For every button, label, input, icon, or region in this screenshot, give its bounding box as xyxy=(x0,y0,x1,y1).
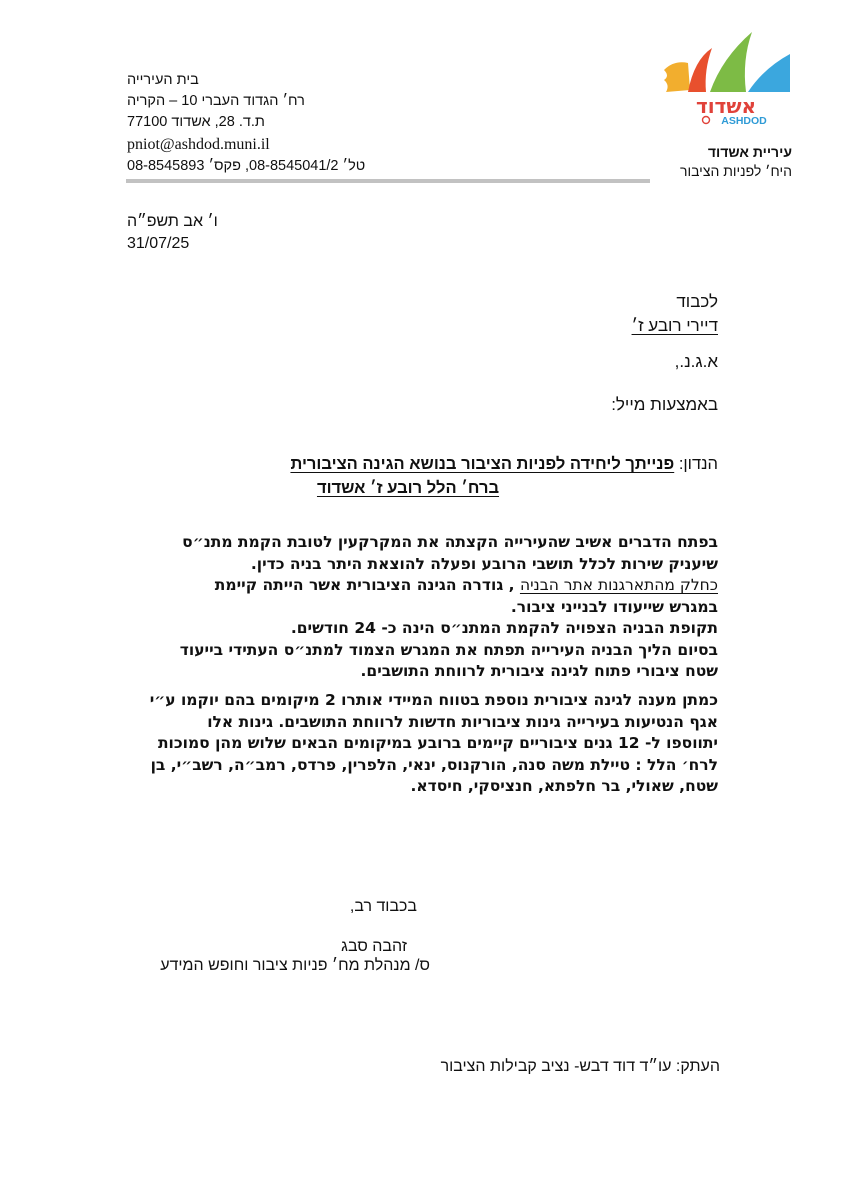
delivery-method: באמצעות מייל: xyxy=(611,395,718,414)
org-name: עיריית אשדוד xyxy=(707,144,792,160)
subject-line-2: ברח׳ הלל רובע ז׳ אשדוד xyxy=(316,479,500,497)
body-line: שיעניק שירות לכלל תושבי הרובע ופעלה להוצאת היתר בניה כדין. xyxy=(250,554,718,573)
subject-label: הנדון: xyxy=(678,455,718,473)
closing-regards: בכבוד רב, xyxy=(349,898,417,915)
body-line: שטח, שאולי, בר חלפתא, חנציסקי, חיסדא. xyxy=(410,777,718,795)
body-paragraph-2 xyxy=(118,690,718,798)
body-line xyxy=(118,575,718,597)
svg-text:ASHDOD: ASHDOD xyxy=(721,115,767,125)
greeting: א.ג.נ., xyxy=(674,352,718,371)
body-paragraph-1 xyxy=(118,532,718,683)
address-line-street: רח׳ הגדוד העברי 10 – הקריה xyxy=(127,93,305,109)
signer-name: זהבה סבג xyxy=(341,938,407,955)
body-line: שטח ציבורי פתוח לגינה ציבורית לרווחת התושבים. xyxy=(360,662,718,680)
body-line: בפתח הדברים אשיב שהעירייה הקצתה את המקרקעין לטובת הקמת מתנ״ס xyxy=(182,533,718,551)
body-line: אגף הנטיעות בעירייה גינות ציבוריות חדשות לרווחת התושבים. גינות אלו xyxy=(207,712,718,731)
body-line: תקופת הבניה הצפויה להקמת המתנ״ס הינה כ- 24 חודשים. xyxy=(290,619,718,637)
body-line: במגרש שייעודו לבנייני ציבור. xyxy=(510,597,718,616)
org-caption xyxy=(640,143,792,181)
body-line: בסיום הליך הבניה העירייה תפתח את המגרש הצמוד למתנ״ס העתידי בייעוד xyxy=(179,640,718,659)
body-line: כמתן מענה לגינה ציבורית נוספת בטווח המיידי אותרו 2 מיקומים בהם יוקמו ע״י xyxy=(149,691,718,709)
gregorian-date: 31/07/25 xyxy=(127,235,190,252)
header-separator xyxy=(126,179,650,183)
body-line-rest: , גודרה הגינה הציבורית אשר הייתה קיימת xyxy=(214,576,520,594)
subject-block xyxy=(158,452,718,500)
address-line-building: בית העירייה xyxy=(127,72,199,88)
email-link[interactable]: pniot@ashdod.muni.il xyxy=(127,136,270,153)
cc-line: העתק: עו״ד דוד דבש- נציב קבילות הציבור xyxy=(440,1058,720,1075)
hebrew-date: ו׳ אב תשפ״ה xyxy=(127,213,218,230)
address-line-pobox: ת.ד. 28, אשדוד 77100 xyxy=(127,114,265,130)
underlined-phrase: כחלק מהתארגנות אתר הבניה xyxy=(519,576,718,594)
unit-name: היח׳ לפניות הציבור xyxy=(679,163,792,179)
body-line: לרח׳ הלל : טיילת משה סנה, הורקנוס, ינאי, הלפרין, פרדס, רמב״ה, רשב״י, בן xyxy=(150,755,718,774)
recipient-name: דיירי רובע ז׳ xyxy=(631,316,718,335)
ashdod-sails-icon xyxy=(660,30,792,125)
ashdod-logo xyxy=(660,30,792,125)
signer-title: ס/ מנהלת מח׳ פניות ציבור וחופש המידע xyxy=(160,957,430,974)
svg-text:אשדוד: אשדוד xyxy=(695,94,757,118)
subject-line-1: פנייתך ליחידה לפניות הציבור בנושא הגינה הציבורית xyxy=(290,455,675,473)
phone-fax-line: טל׳ 08-8545041/2, פקס׳ 08-8545893 xyxy=(127,158,366,174)
sender-address-block xyxy=(127,70,457,177)
letter-date xyxy=(127,211,218,255)
body-line: יתווספו ל- 12 גנים ציבוריים קיימים ברובע במיקומים הבאים שלוש מהן סמוכות xyxy=(157,734,718,752)
to-label: לכבוד xyxy=(676,292,718,311)
